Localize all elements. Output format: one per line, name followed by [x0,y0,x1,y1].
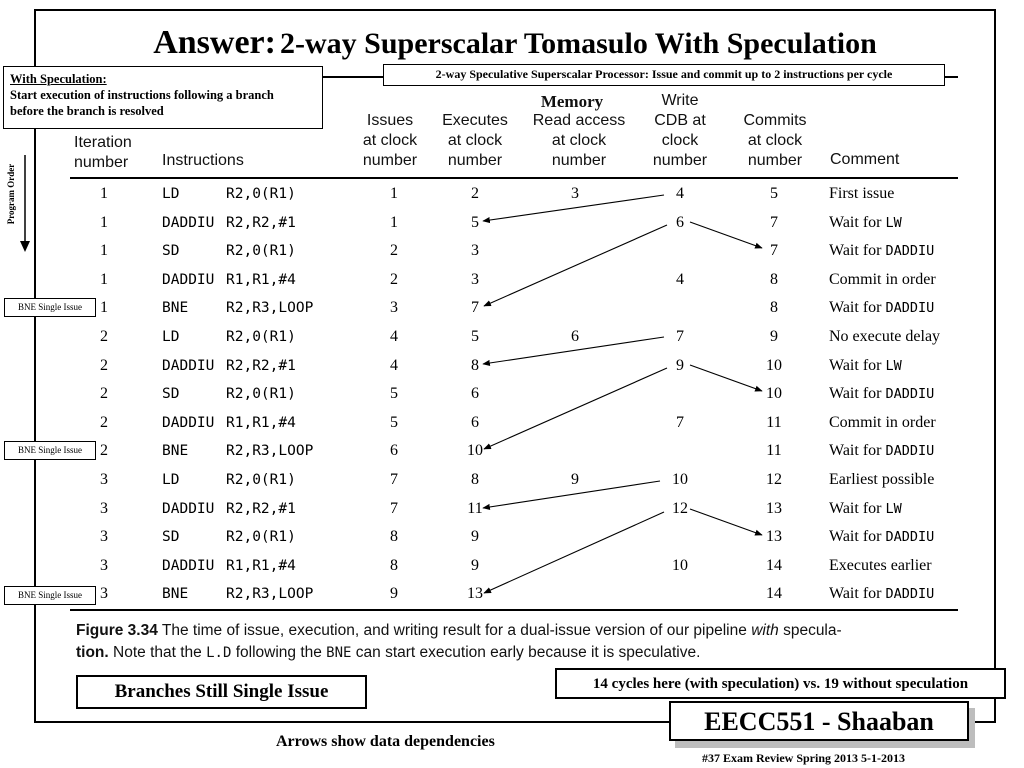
iteration-cell: 1 [100,270,108,288]
operands-cell: R2,0(R1) [226,529,296,546]
arrow-line [690,365,762,391]
iteration-cell: 3 [100,585,108,603]
execute-cell: 3 [471,242,479,260]
program-order-indicator [4,155,18,249]
write-cdb-cell: 7 [676,328,684,345]
issue-cell: 9 [390,585,398,603]
slide-footer: #37 Exam Review Spring 2013 5-1-2013 [702,751,905,765]
arrow-line [690,509,762,535]
execute-cell: 7 [471,299,479,317]
issue-cell: 6 [390,442,398,460]
arrow-line [484,225,667,306]
speculation-callout [3,66,323,129]
title-answer: Answer: [153,24,276,61]
iteration-cell: 3 [100,528,108,546]
iteration-cell: 3 [100,499,108,517]
arrow-line [484,512,664,593]
issue-cell: 7 [390,471,398,488]
comment-cell: Commit in order [829,413,936,431]
figure-number: Figure 3.34 [76,622,158,639]
operands-cell: R2,R3,LOOP [226,586,314,603]
commit-cell: 7 [770,213,778,231]
comment-cell: Wait for DADDIU [829,242,935,260]
issue-cell: 8 [390,556,398,574]
operands-cell: R1,R1,#4 [226,557,296,574]
comment-cell: Commit in order [829,270,936,288]
issue-cell: 3 [390,299,398,317]
arrows-caption: Arrows show data dependencies [276,733,495,750]
opcode-cell: LD [162,472,180,488]
cycles-comparison-box: 14 cycles here (with speculation) vs. 19 without speculation [555,668,1006,699]
write-cdb-cell: 6 [676,213,684,231]
operands-cell: R2,R2,#1 [226,357,296,374]
comment-cell: First issue [829,185,895,202]
course-badge: EECC551 - Shaaban [669,701,969,741]
arrow-line [483,195,664,221]
opcode-cell: LD [162,329,180,345]
arrow-line [690,222,762,248]
memory-cell: 3 [571,185,579,202]
commit-cell: 11 [766,442,782,460]
opcode-cell: DADDIU [162,357,215,374]
comment-cell: Wait for DADDIU [829,528,935,546]
execute-cell: 10 [467,442,483,460]
execute-cell: 2 [471,185,479,202]
write-cdb-cell: 10 [672,556,688,574]
header-issues: Issues at clock number [362,112,418,169]
header-instructions: Instructions [162,152,244,169]
commit-cell: 12 [766,471,782,488]
commit-cell: 8 [770,299,778,317]
operands-cell: R2,0(R1) [226,186,296,202]
iteration-cell: 1 [100,185,108,202]
speculation-line1: Start execution of instructions following a branch [10,88,274,102]
execute-cell: 13 [467,585,483,603]
operands-cell: R2,R2,#1 [226,500,296,517]
execute-cell: 6 [471,413,479,431]
commit-cell: 8 [770,270,778,288]
write-cdb-cell: 10 [672,471,688,488]
two-way-callout: 2-way Speculative Superscalar Processor: Issue and commit up to 2 instructions per cycle [383,64,945,86]
issue-cell: 8 [390,528,398,546]
bne-single-issue-label: BNE Single Issue [4,586,96,605]
commit-cell: 11 [766,413,782,431]
header-memory-top: Memory [540,92,604,111]
comment-cell: Wait for DADDIU [829,299,935,317]
commit-cell: 13 [766,528,782,546]
operands-cell: R2,R2,#1 [226,214,296,231]
speculation-heading: With Speculation: [10,72,107,86]
issue-cell: 2 [390,242,398,260]
memory-cell: 6 [571,328,579,345]
header-comment: Comment [830,151,900,168]
operands-cell: R2,0(R1) [226,472,296,488]
execute-cell: 5 [471,213,479,231]
iteration-cell: 2 [100,413,108,431]
opcode-cell: DADDIU [162,271,215,288]
iteration-cell: 2 [100,442,108,460]
iteration-cell: 2 [100,356,108,374]
comment-cell: Wait for DADDIU [829,442,935,460]
issue-cell: 1 [390,213,398,231]
commit-cell: 14 [766,585,782,603]
opcode-cell: SD [162,386,180,403]
comment-cell: Earliest possible [829,471,935,488]
comment-cell: No execute delay [829,328,941,345]
commit-cell: 10 [766,356,782,374]
execute-cell: 8 [471,471,479,488]
iteration-cell: 2 [100,385,108,403]
issue-cell: 2 [390,270,398,288]
execute-cell: 3 [471,270,479,288]
operands-cell: R2,0(R1) [226,243,296,260]
comment-cell: Wait for LW [829,356,902,374]
comment-cell: Wait for LW [829,213,902,231]
issue-cell: 7 [390,499,398,517]
opcode-cell: BNE [162,300,189,317]
iteration-cell: 1 [100,242,108,260]
issue-cell: 1 [390,185,398,202]
speculation-line2: before the branch is resolved [10,104,164,118]
operands-cell: R1,R1,#4 [226,414,296,431]
down-arrow-icon [18,155,32,255]
header-commits: Commits at clock number [743,112,807,169]
opcode-cell: DADDIU [162,500,215,517]
opcode-cell: DADDIU [162,414,215,431]
comment-cell: Wait for LW [829,499,902,517]
operands-cell: R1,R1,#4 [226,271,296,288]
commit-cell: 7 [770,242,778,260]
commit-cell: 9 [770,328,778,345]
comment-cell: Executes earlier [829,556,932,574]
write-cdb-cell: 4 [676,270,684,288]
execute-cell: 9 [471,556,479,574]
issue-cell: 5 [390,413,398,431]
arrow-line [483,481,660,508]
issue-cell: 4 [390,356,398,374]
issue-cell: 4 [390,328,398,345]
memory-cell: 9 [571,471,579,488]
comment-cell: Wait for DADDIU [829,585,935,603]
iteration-cell: 1 [100,213,108,231]
title-rest: 2-way Superscalar Tomasulo With Speculation [279,27,877,60]
write-cdb-cell: 4 [676,185,684,202]
iteration-cell: 1 [100,299,108,317]
bne-single-issue-label: BNE Single Issue [4,298,96,317]
program-order-label: Program Order [6,163,16,225]
commit-cell: 13 [766,499,782,517]
branches-single-issue-box: Branches Still Single Issue [76,675,367,709]
execute-cell: 11 [467,499,483,517]
iteration-cell: 3 [100,556,108,574]
opcode-cell: SD [162,243,180,260]
opcode-cell: DADDIU [162,214,215,231]
opcode-cell: BNE [162,443,189,460]
header-write: Write CDB at clock number [652,92,708,169]
opcode-cell: BNE [162,586,189,603]
operands-cell: R2,0(R1) [226,329,296,345]
arrow-line [483,337,664,364]
write-cdb-cell: 7 [676,413,684,431]
write-cdb-cell: 12 [672,499,688,517]
header-memory: Read access at clock number [532,112,626,169]
iteration-cell: 3 [100,471,108,488]
bne-single-issue-label: BNE Single Issue [4,441,96,460]
execute-cell: 9 [471,528,479,546]
execute-cell: 5 [471,328,479,345]
iteration-cell: 2 [100,328,108,345]
arrow-line [484,368,667,449]
commit-cell: 5 [770,185,778,202]
operands-cell: R2,R3,LOOP [226,443,314,460]
execute-cell: 8 [471,356,479,374]
write-cdb-cell: 9 [676,356,684,374]
header-executes: Executes at clock number [442,112,508,169]
commit-cell: 10 [766,385,782,403]
opcode-cell: SD [162,529,180,546]
execute-cell: 6 [471,385,479,403]
figure-caption: Figure 3.34 The time of issue, execution, and writing result for a dual-issue version of our pipeline with specula- tion. Note that the L.D following the BNE can start execution early because it is speculative. [76,622,842,661]
comment-cell: Wait for DADDIU [829,385,935,403]
operands-cell: R2,R3,LOOP [226,300,314,317]
header-iteration: Iteration number [74,134,132,171]
issue-cell: 5 [390,385,398,403]
opcode-cell: DADDIU [162,557,215,574]
operands-cell: R2,0(R1) [226,386,296,403]
opcode-cell: LD [162,186,180,202]
commit-cell: 14 [766,556,782,574]
